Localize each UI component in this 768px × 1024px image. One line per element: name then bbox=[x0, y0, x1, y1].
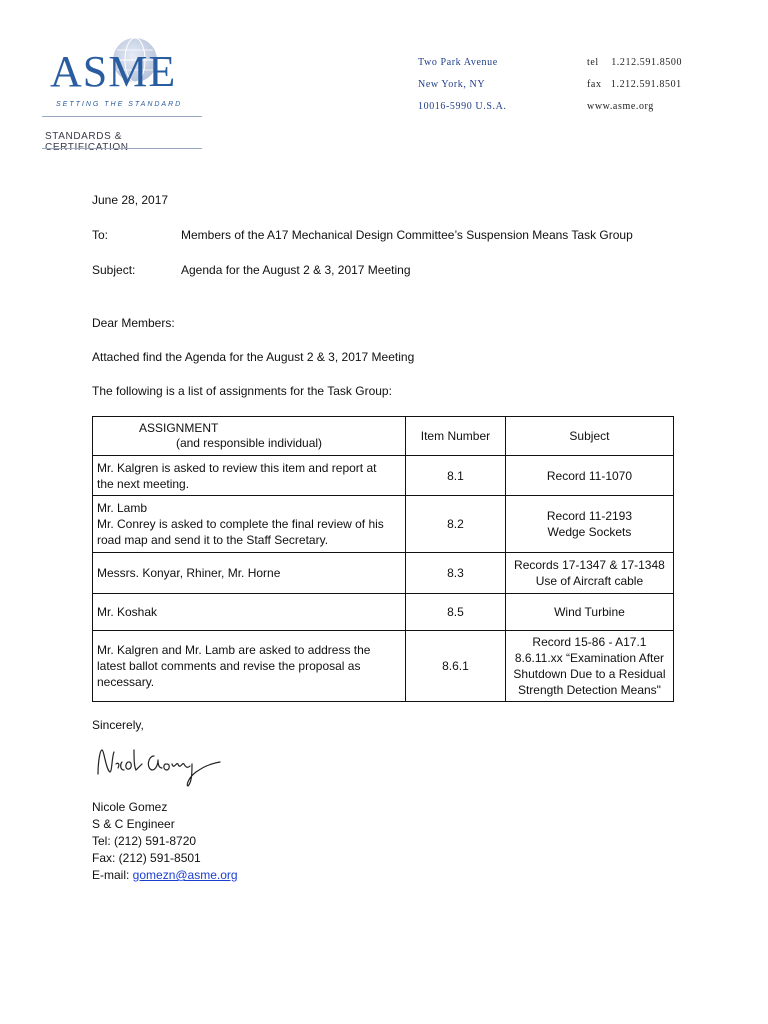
asme-logo bbox=[42, 36, 207, 156]
subject-header: Subject bbox=[505, 417, 673, 456]
subject-cell bbox=[505, 594, 673, 631]
subject-line: Record 11-2193 bbox=[546, 509, 633, 523]
email-label: E-mail: bbox=[92, 868, 133, 882]
assignment-cell bbox=[93, 456, 406, 496]
subject-line: Shutdown Due to a Residual bbox=[513, 667, 666, 681]
assignment-line: Mr. Kalgren is asked to review this item and report at bbox=[97, 460, 377, 475]
assignment-line: Mr. Lamb bbox=[97, 501, 148, 515]
address-line2: New York, NY bbox=[418, 79, 486, 90]
subject-line: Record 11-1070 bbox=[546, 468, 633, 483]
subject-line: Records 17-1347 & 17-1348 bbox=[514, 558, 665, 572]
assignment-line: road map and send it to the Staff Secretary. bbox=[97, 533, 329, 547]
contact-fax: fax 1.212.591.8501 bbox=[587, 79, 682, 90]
logo-wordmark: ASME bbox=[50, 47, 177, 96]
item-number-cell: 8.1 bbox=[406, 456, 506, 496]
table-row bbox=[93, 456, 674, 496]
table-row bbox=[93, 553, 674, 594]
subject-label: Subject: bbox=[92, 263, 136, 277]
assignment-line: Mr. Kalgren and Mr. Lamb are asked to address the bbox=[97, 643, 371, 657]
subject-line: Record 15-86 - A17.1 bbox=[532, 635, 647, 649]
assignment-header-line1: ASSIGNMENT bbox=[139, 421, 219, 435]
table-row bbox=[93, 594, 674, 631]
address-line1: Two Park Avenue bbox=[418, 57, 498, 68]
letter-date: June 28, 2017 bbox=[92, 193, 169, 207]
signature-image bbox=[92, 742, 232, 790]
subject-line: Strength Detection Means" bbox=[517, 683, 661, 697]
logo-divider bbox=[42, 116, 202, 117]
assignment-line: latest ballot comments and revise the proposal as bbox=[97, 659, 361, 673]
contact-tel: tel 1.212.591.8500 bbox=[587, 57, 683, 68]
assignment-line: Messrs. Konyar, Rhiner, Mr. Horne bbox=[97, 566, 281, 580]
assignment-line: necessary. bbox=[97, 675, 155, 689]
signer-fax: Fax: (212) 591-8501 bbox=[92, 851, 201, 865]
logo-divider bbox=[42, 148, 202, 149]
subject-line: 8.6.11.xx “Examination After bbox=[514, 651, 665, 665]
table-row bbox=[93, 631, 674, 702]
subject-line: Wind Turbine bbox=[554, 605, 625, 619]
logo-tagline: SETTING THE STANDARD bbox=[56, 101, 183, 108]
signer-name: Nicole Gomez bbox=[92, 800, 168, 814]
item-number-cell: 8.5 bbox=[406, 594, 506, 631]
subject-cell bbox=[505, 456, 673, 496]
signer-email-row bbox=[92, 868, 238, 882]
table-row bbox=[93, 496, 674, 553]
assignment-line: the next meeting. bbox=[97, 476, 190, 491]
assignment-line: Mr. Conrey is asked to complete the final review of his bbox=[97, 517, 384, 531]
logo-division: STANDARDS & bbox=[45, 131, 122, 142]
assignments-table bbox=[92, 416, 674, 702]
signer-tel: Tel: (212) 591-8720 bbox=[92, 834, 197, 848]
assignment-cell bbox=[93, 594, 406, 631]
subject-line: Use of Aircraft cable bbox=[535, 574, 644, 588]
item-number-cell: 8.3 bbox=[406, 553, 506, 594]
subject-value: Agenda for the August 2 & 3, 2017 Meeting bbox=[181, 263, 411, 277]
subject-cell bbox=[505, 496, 673, 553]
assignment-header-line2: (and responsible individual) bbox=[175, 436, 323, 450]
email-link[interactable]: gomezn@asme.org bbox=[132, 868, 238, 882]
address-line3: 10016-5990 U.S.A. bbox=[418, 101, 507, 112]
to-value: Members of the A17 Mechanical Design Committee’s Suspension Means Task Group bbox=[181, 228, 633, 242]
assignment-cell bbox=[93, 496, 406, 553]
subject-cell bbox=[505, 631, 673, 702]
assignment-header bbox=[93, 417, 406, 456]
subject-line: Wedge Sockets bbox=[547, 525, 632, 539]
item-number-cell: 8.2 bbox=[406, 496, 506, 553]
assignment-cell bbox=[93, 631, 406, 702]
contact-web[interactable]: www.asme.org bbox=[587, 101, 654, 112]
salutation: Dear Members: bbox=[92, 316, 175, 330]
signer-title: S & C Engineer bbox=[92, 817, 175, 831]
paragraph-assignments: The following is a list of assignments for the Task Group: bbox=[92, 384, 392, 398]
to-label: To: bbox=[92, 228, 109, 242]
table-header-row bbox=[93, 417, 674, 456]
assignment-cell bbox=[93, 553, 406, 594]
paragraph-agenda: Attached find the Agenda for the August 2 & 3, 2017 Meeting bbox=[92, 350, 415, 364]
subject-cell bbox=[505, 553, 673, 594]
assignment-line: Mr. Koshak bbox=[97, 605, 158, 619]
item-number-cell: 8.6.1 bbox=[406, 631, 506, 702]
item-number-header: Item Number bbox=[406, 417, 506, 456]
closing-sincerely: Sincerely, bbox=[92, 718, 144, 732]
